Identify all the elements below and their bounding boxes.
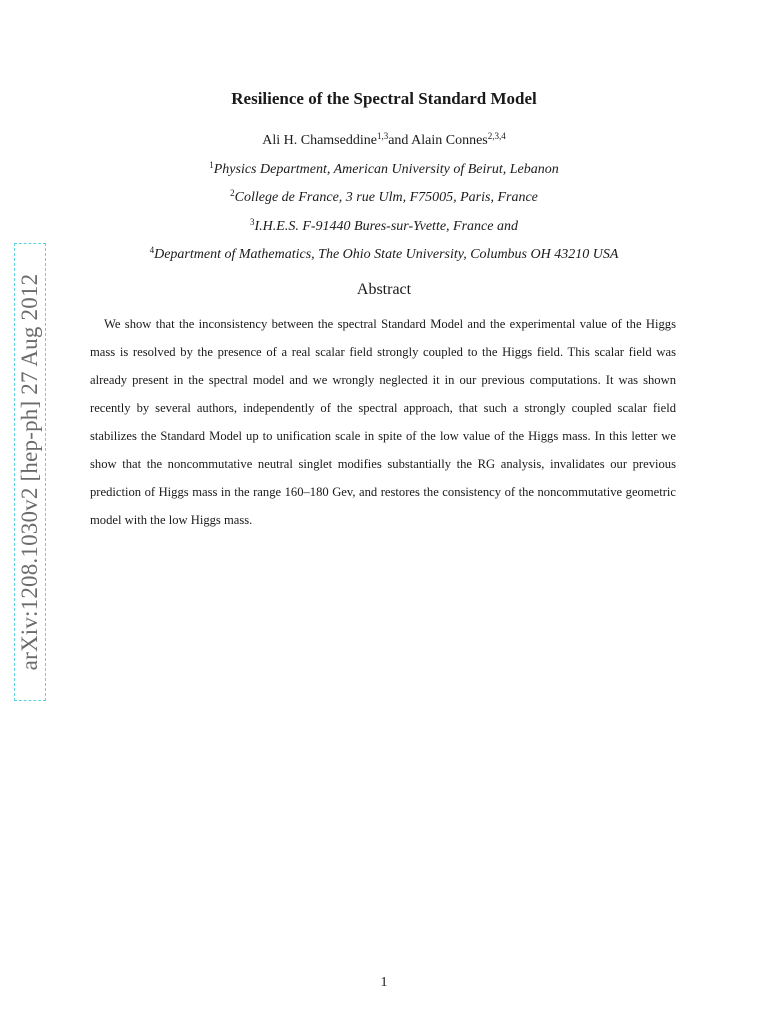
affiliation-mark: 2 — [230, 188, 235, 198]
affiliation-mark: 4 — [149, 245, 155, 255]
affiliation-2 — [0, 190, 768, 206]
author-line — [0, 133, 768, 149]
author-chamseddine: Ali H. Chamseddine — [262, 133, 377, 148]
paper-title: Resilience of the Spectral Standard Model — [231, 89, 537, 108]
affiliation-mark: 3 — [250, 217, 255, 227]
affiliation-3 — [0, 219, 768, 235]
author-connes-affiliation-marks: 2,3,4 — [487, 131, 506, 141]
affiliation-text: College de France, 3 rue Ulm, F75005, Paris, France — [234, 190, 538, 205]
arxiv-identifier: arXiv:1208.1030v2 [hep-ph] 27 Aug 2012 — [17, 273, 42, 671]
affiliation-text: Department of Mathematics, The Ohio State University, Columbus OH 43210 USA — [154, 247, 619, 262]
author-chamseddine-affiliation-marks: 1,3 — [376, 131, 389, 141]
author-connes: and Alain Connes — [388, 133, 488, 148]
abstract-heading: Abstract — [356, 281, 412, 298]
page-number: 1 — [380, 975, 388, 990]
affiliation-text: Physics Department, American University of Beirut, Lebanon — [213, 162, 559, 177]
affiliation-1 — [0, 162, 768, 178]
affiliation-mark: 1 — [209, 160, 214, 170]
affiliation-4 — [0, 247, 768, 263]
abstract-body: We show that the inconsistency between the spectral Standard Model and the experimental value of the Higgs mass is resolved by the presence of a real scalar field strongly coupled to the Higgs field. This scalar field was already present in the spectral model and we wrongly neglected it in our previous computations. It was shown recently by several authors, independently of the spectral approach, that such a strongly coupled scalar field stabilizes the Standard Model up to unification scale in spite of the low value of the Higgs mass. In this letter we show that the noncommutative neutral singlet modifies substantially the RG analysis, invalidates our previous prediction of Higgs mass in the range 160–180 Gev, and restores the consistency of the noncommutative geometric model with the low Higgs mass. — [90, 317, 676, 527]
arxiv-stamp — [14, 243, 46, 701]
affiliation-text: I.H.E.S. F-91440 Bures-sur-Yvette, France and — [254, 219, 518, 234]
